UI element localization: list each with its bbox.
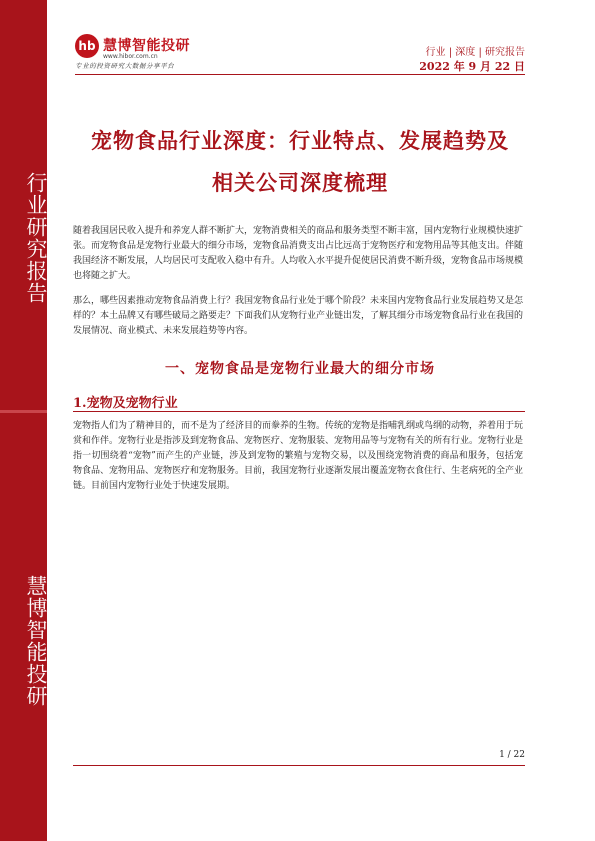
sidebar-brand-label: 慧博智能投研 bbox=[24, 575, 48, 707]
logo-mark-icon: hb bbox=[75, 34, 99, 58]
sub-heading: 1.宠物及宠物行业 bbox=[73, 396, 178, 411]
page-number: 1 / 22 bbox=[499, 750, 525, 760]
logo-slogan: 专业的投资研究大数据分享平台 bbox=[75, 62, 175, 70]
logo-name: 慧博智能投研 bbox=[103, 38, 190, 54]
sidebar-report-type-label: 行业研究报告 bbox=[24, 172, 48, 304]
questions-paragraph: 那么，哪些因素推动宠物食品消费上行？我国宠物食品行业处于哪个阶段？未来国内宠物食品行业发展趋势又是怎样的？本土品牌又有哪些破局之路要走？下面我们从宠物行业产业链出发，了解其细分市场宠物食品行业在我国的发展情况、商业模式、未来发展趋势等内容。 bbox=[73, 296, 524, 336]
report-title bbox=[75, 120, 525, 204]
sidebar-band bbox=[0, 0, 47, 841]
sub-heading-underline bbox=[73, 411, 525, 412]
footer-divider bbox=[73, 765, 525, 766]
sidebar-divider bbox=[0, 410, 47, 413]
report-title-line-1: 宠物食品行业深度：行业特点、发展趋势及 bbox=[91, 128, 509, 153]
section-heading: 一、宠物食品是宠物行业最大的细分市场 bbox=[165, 361, 435, 377]
report-category-tags: 行业 | 深度 | 研究报告 bbox=[425, 47, 525, 58]
intro-paragraph: 随着我国居民收入提升和养宠人群不断扩大，宠物消费相关的商品和服务类型不断丰富，国内宠物行业规模快速扩张。而宠物食品是宠物行业最大的细分市场，宠物食品消费支出占比远高于宠物医疗和宠物用品等其他支出。伴随我国经济不断发展，人均居民可支配收入稳中有升。人均收入水平提升促使居民消费不断升级，宠物食品市场规模也将随之扩大。 bbox=[73, 226, 524, 281]
report-title-line-2: 相关公司深度梳理 bbox=[212, 170, 388, 195]
header-divider bbox=[75, 74, 525, 75]
logo-url: www.hibor.com.cn bbox=[103, 53, 158, 60]
pet-definition-paragraph: 宠物指人们为了精神目的，而不是为了经济目的而豢养的生物。传统的宠物是指哺乳纲或鸟纲的动物，养着用于玩赏和作伴。宠物行业是指涉及到宠物食品、宠物医疗、宠物服装、宠物用品等与宠物有关的所有行业。宠物行业是指一切围绕着“宠物”而产生的产业链，涉及到宠物的繁殖与宠物交易，以及围绕宠物消费的商品和服务，包括宠物食品、宠物用品、宠物医疗和宠物服务。目前，我国宠物行业逐渐发展出覆盖宠物衣食住行、生老病死的全产业链。目前国内宠物行业处于快速发展期。 bbox=[73, 421, 524, 491]
report-date: 2022 年 9 月 22 日 bbox=[419, 60, 525, 73]
